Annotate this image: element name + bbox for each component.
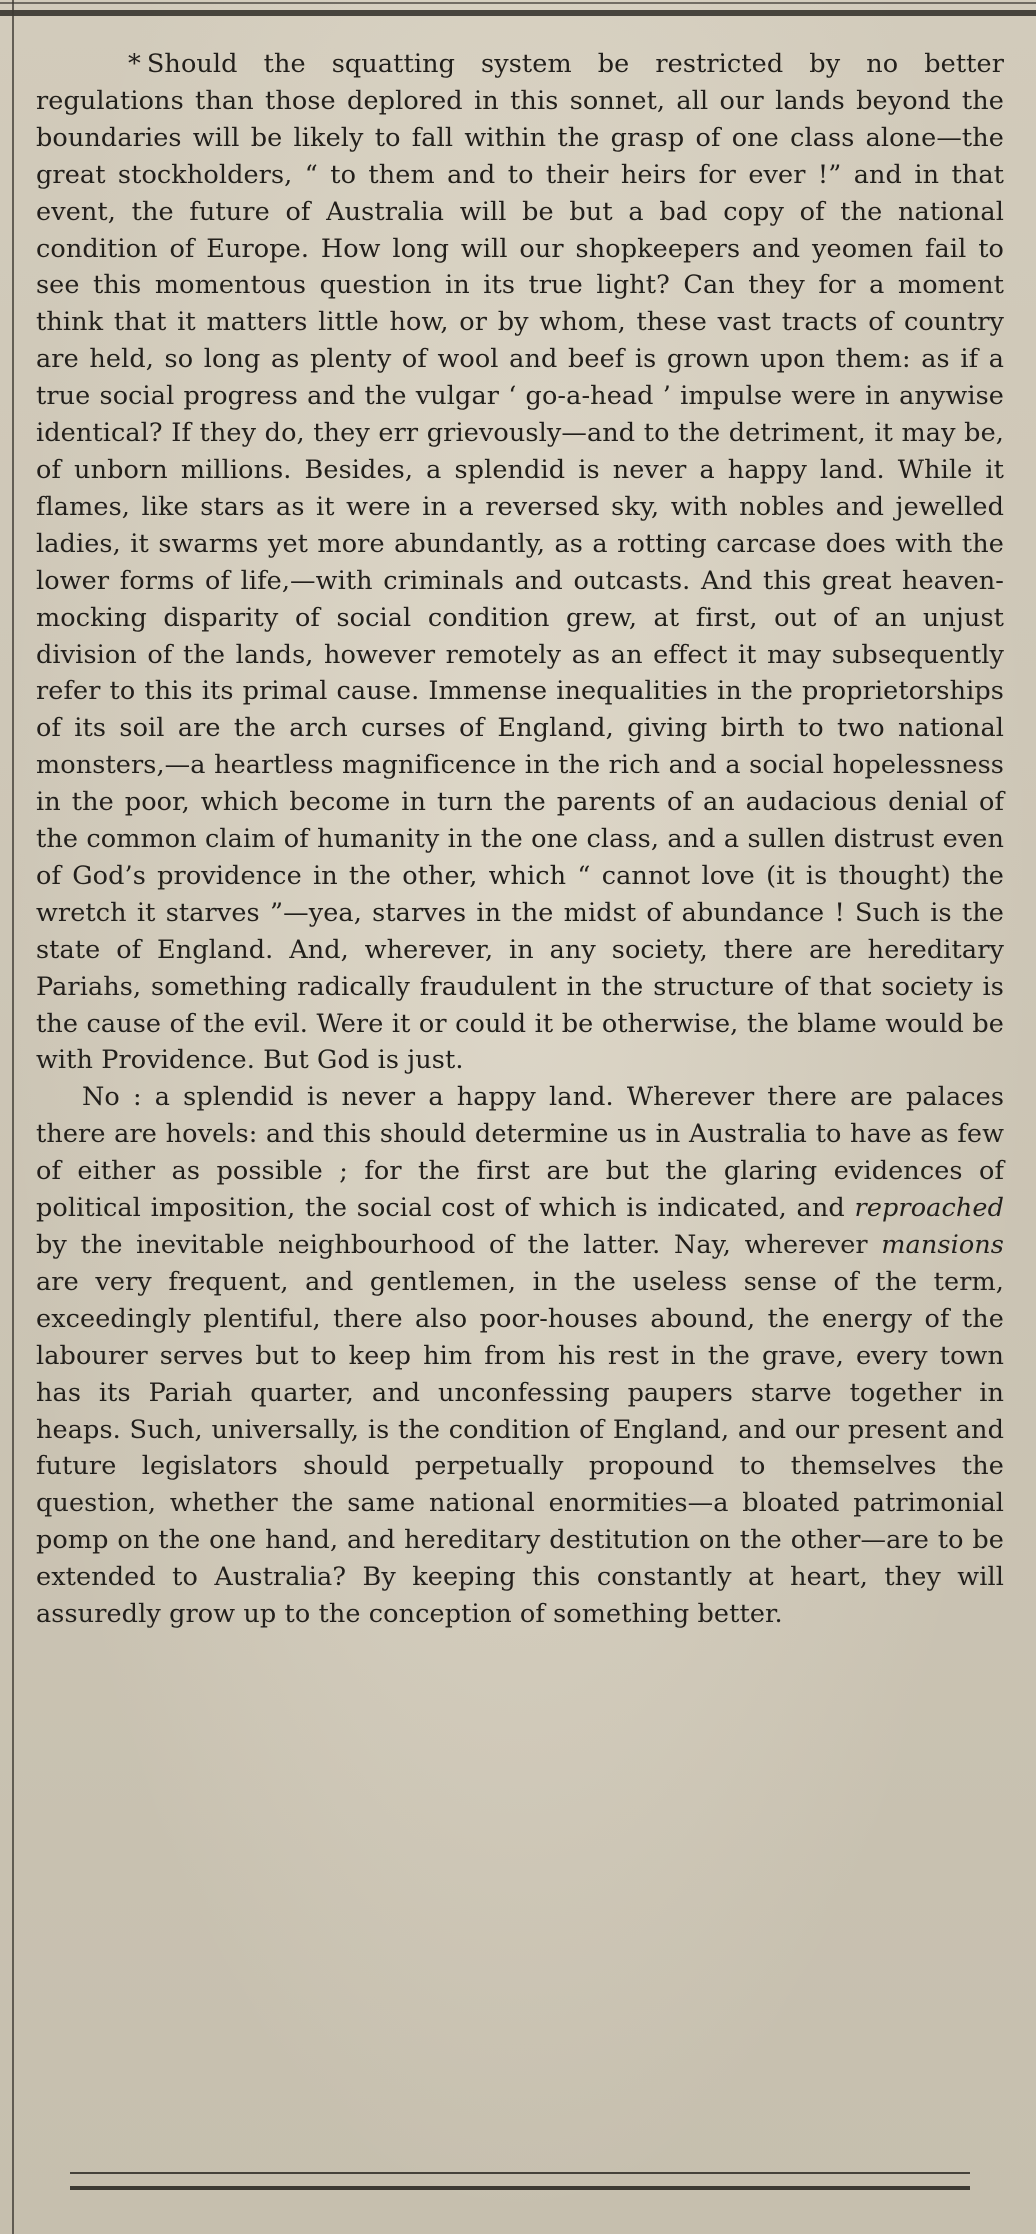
top-border-thin-rule: [0, 2, 1036, 4]
article-column: [36, 46, 1004, 1633]
bottom-thick-rule: [70, 2186, 970, 2190]
bottom-thin-rule: [70, 2172, 970, 2174]
paragraph-2-text-b: by the inevitable neighbourhood of the latter. Nay, wherever: [36, 1230, 868, 1260]
paragraph-2-text-c: are very frequent, and gentlemen, in the useless sense of the term, exceedingly plentiful, there also poor-houses abound, the energy of the labourer serves but to keep him from his rest in the grave, every town has its Pariah quarter, and unconfessing paupers starve together in heaps. Such, universally, is the condition of England, and our present and future legislators should perpetually propound to themselves the question, whether the same national enormities—a bloated patrimonial pomp on the one hand, and hereditary destitution on the other—are to be extended to Australia? By keeping this constantly at heart, they will assuredly grow up to the conception of something better.: [36, 1266, 1004, 1630]
footnote-asterisk: *: [128, 49, 141, 79]
footnote-paragraph-2: [36, 1079, 1004, 1633]
column-left-rule: [12, 0, 14, 2234]
bottom-rules: [36, 2172, 1004, 2190]
paragraph-2-italic-reproached: reproached: [854, 1193, 1004, 1224]
paragraph-2-text-a: No : a splendid is never a happy land. Wherever there are palaces there are hovels: and this should determine us in Australia to have as few of either as possible ; for the first are but the glaring evidences of political imposition, the social cost of which is indicated, and: [36, 1082, 1004, 1224]
paragraph-2-italic-mansions: mansions: [881, 1230, 1004, 1260]
paragraph-1-text: Should the squatting system be restricted by no better regulations than those deplored in this sonnet, all our lands beyond the boundaries will be likely to fall within the grasp of one class alone—the great stockholders, “ to them and to their heirs for ever !” and in that event, the future of Australia will be but a bad copy of the national condition of Europe. How long will our shopkeepers and yeomen fail to see this momentous question in its true light? Can they for a moment think that it matters little how, or by whom, these vast tracts of country are held, so long as plenty of wool and beef is grown upon them: as if a true social progress and the vulgar ‘ go-a-head ’ impulse were in anywise identical? If they do, they err grievously—and to the detriment, it may be, of unborn millions. Besides, a splendid is never a happy land. While it flames, like stars as it were in a reversed sky, with nobles and jewelled ladies, it swarms yet more abundantly, as a rotting carcase does with the lower forms of life,—with criminals and outcasts. And this great heaven-mocking disparity of social condition grew, at first, out of an unjust division of the lands, however remotely as an effect it may subsequently refer to this its primal cause. Immense inequalities in the proprietorships of its soil are the arch curses of England, giving birth to two national monsters,—a heartless magnificence in the rich and a social hopelessness in the poor, which become in turn the parents of an audacious denial of the common claim of humanity in the one class, and a sullen distrust even of God’s providence in the other, which “ cannot love (it is thought) the wretch it starves ”—yea, starves in the midst of abundance ! Such is the state of England. And, wherever, in any society, there are hereditary Pariahs, something radically fraudulent in the structure of that society is the cause of the evil. Were it or could it be otherwise, the blame would be with Providence. But God is just.: [36, 49, 1004, 1076]
footnote-paragraph-1: [36, 46, 1004, 1079]
top-border-rule: [0, 10, 1036, 16]
